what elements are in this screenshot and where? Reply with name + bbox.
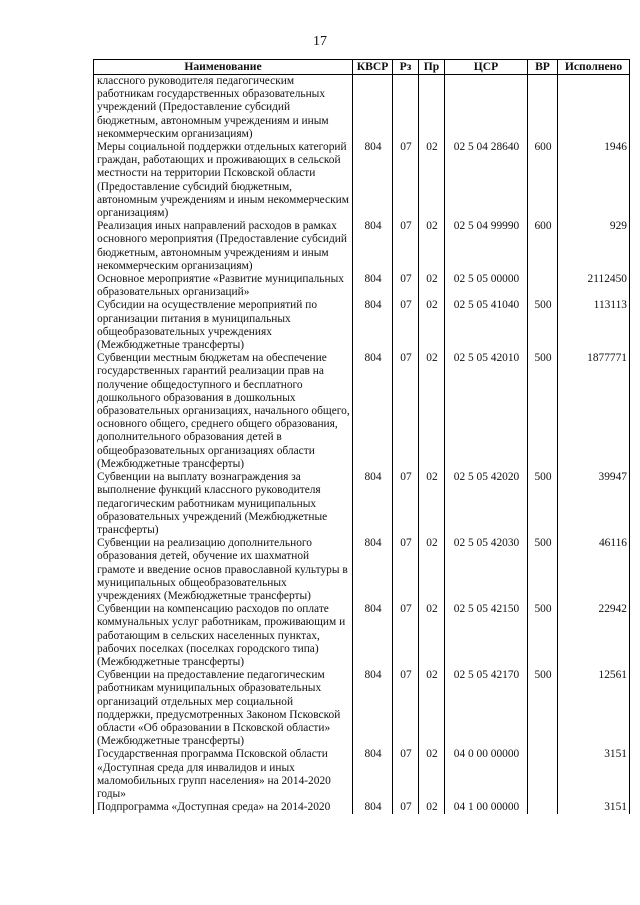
row-pr: 02	[419, 273, 445, 299]
table-row	[94, 748, 630, 801]
header-csr: ЦСР	[445, 60, 528, 75]
row-kvsr	[353, 75, 393, 142]
table-row	[94, 801, 630, 814]
row-rz: 07	[393, 603, 419, 669]
table-row	[94, 352, 630, 471]
table-row	[94, 75, 630, 142]
row-csr	[445, 75, 528, 142]
row-rz	[393, 75, 419, 142]
row-csr: 02 5 04 99990	[445, 220, 528, 273]
table-row	[94, 220, 630, 273]
header-kvsr: КВСР	[353, 60, 393, 75]
row-rz: 07	[393, 141, 419, 220]
row-name: Субвенции на реализацию дополнительного образования детей, обучение их шахматной грамоте и введение основ православной культуры в муниципальных общеобразовательных учреждениях (Межбюджетные трансферты)	[94, 537, 353, 603]
row-rz: 07	[393, 220, 419, 273]
row-pr: 02	[419, 603, 445, 669]
table-header-row	[94, 60, 630, 75]
row-kvsr: 804	[353, 603, 393, 669]
row-csr: 02 5 05 42010	[445, 352, 528, 471]
table-row	[94, 273, 630, 299]
row-pr: 02	[419, 352, 445, 471]
row-vr	[528, 801, 558, 814]
row-pr: 02	[419, 801, 445, 814]
row-name: Субсидии на осуществление мероприятий по организации питания в муниципальных общеобразовательных учреждениях (Межбюджетные трансферты)	[94, 299, 353, 352]
row-kvsr: 804	[353, 141, 393, 220]
row-vr: 500	[528, 352, 558, 471]
table-row	[94, 669, 630, 748]
row-pr	[419, 75, 445, 142]
row-done: 929	[558, 220, 630, 273]
row-vr: 600	[528, 220, 558, 273]
row-done: 3151	[558, 801, 630, 814]
table-row	[94, 603, 630, 669]
row-name: Государственная программа Псковской области «Доступная среда для инвалидов и иных маломобильных групп населения» на 2014-2020 годы»	[94, 748, 353, 801]
row-rz: 07	[393, 537, 419, 603]
row-kvsr: 804	[353, 273, 393, 299]
page-number: 17	[313, 34, 327, 49]
row-name: Субвенции местным бюджетам на обеспечение государственных гарантий реализации прав на получение общедоступного и бесплатного дошкольного образования в дошкольных образовательных организациях, начального общего, основного общего, среднего общего образования, дополнительного образования детей в общеобразовательных организациях области (Межбюджетные трансферты)	[94, 352, 353, 471]
row-rz: 07	[393, 669, 419, 748]
table-row	[94, 537, 630, 603]
row-kvsr: 804	[353, 669, 393, 748]
row-pr: 02	[419, 537, 445, 603]
row-done	[558, 75, 630, 142]
row-pr: 02	[419, 141, 445, 220]
row-pr: 02	[419, 669, 445, 748]
row-done: 1877771	[558, 352, 630, 471]
header-name: Наименование	[94, 60, 353, 75]
row-name: Меры социальной поддержки отдельных категорий граждан, работающих и проживающих в сельской местности на территории Псковской области (Предоставление субсидий бюджетным, автономным учреждениям и иным некоммерческим организациям)	[94, 141, 353, 220]
header-rz: Рз	[393, 60, 419, 75]
row-pr: 02	[419, 748, 445, 801]
row-csr: 02 5 05 42030	[445, 537, 528, 603]
row-kvsr: 804	[353, 748, 393, 801]
table-row	[94, 299, 630, 352]
row-kvsr: 804	[353, 801, 393, 814]
row-name: Реализация иных направлений расходов в рамках основного мероприятия (Предоставление субсидий бюджетным, автономным учреждениям и иным некоммерческим организациям)	[94, 220, 353, 273]
row-kvsr: 804	[353, 471, 393, 537]
row-name: Субвенции на предоставление педагогическим работникам муниципальных образовательных организаций отдельных мер социальной поддержки, предусмотренных Законом Псковской области «Об образовании в Псковской области» (Межбюджетные трансферты)	[94, 669, 353, 748]
row-vr: 500	[528, 299, 558, 352]
row-csr: 04 0 00 00000	[445, 748, 528, 801]
row-done: 1946	[558, 141, 630, 220]
row-name: Основное мероприятие «Развитие муниципальных образовательных организаций»	[94, 273, 353, 299]
row-csr: 02 5 04 28640	[445, 141, 528, 220]
row-vr: 500	[528, 669, 558, 748]
row-name: классного руководителя педагогическим работникам государственных образовательных учреждений (Предоставление субсидий бюджетным, автономным учреждениям и иным некоммерческим организациям)	[94, 75, 353, 142]
row-rz: 07	[393, 471, 419, 537]
header-vr: ВР	[528, 60, 558, 75]
row-vr	[528, 748, 558, 801]
budget-table	[93, 59, 630, 814]
row-csr: 02 5 05 42020	[445, 471, 528, 537]
row-vr	[528, 75, 558, 142]
row-vr	[528, 273, 558, 299]
row-kvsr: 804	[353, 352, 393, 471]
row-vr: 600	[528, 141, 558, 220]
row-done: 113113	[558, 299, 630, 352]
row-kvsr: 804	[353, 220, 393, 273]
row-name: Подпрограмма «Доступная среда» на 2014-2020	[94, 801, 353, 814]
header-done: Исполнено	[558, 60, 630, 75]
row-csr: 02 5 05 00000	[445, 273, 528, 299]
row-vr: 500	[528, 471, 558, 537]
row-kvsr: 804	[353, 299, 393, 352]
row-done: 3151	[558, 748, 630, 801]
header-pr: Пр	[419, 60, 445, 75]
row-rz: 07	[393, 748, 419, 801]
row-rz: 07	[393, 299, 419, 352]
table-row	[94, 141, 630, 220]
row-done: 22942	[558, 603, 630, 669]
row-csr: 04 1 00 00000	[445, 801, 528, 814]
row-csr: 02 5 05 42150	[445, 603, 528, 669]
row-rz: 07	[393, 273, 419, 299]
row-done: 39947	[558, 471, 630, 537]
row-rz: 07	[393, 801, 419, 814]
row-csr: 02 5 05 42170	[445, 669, 528, 748]
row-kvsr: 804	[353, 537, 393, 603]
row-name: Субвенции на компенсацию расходов по оплате коммунальных услуг работникам, проживающим и работающим в сельских населенных пунктах, рабочих поселках (поселках городского типа) (Межбюджетные трансферты)	[94, 603, 353, 669]
row-pr: 02	[419, 220, 445, 273]
row-done: 12561	[558, 669, 630, 748]
row-rz: 07	[393, 352, 419, 471]
row-name: Субвенции на выплату вознаграждения за выполнение функций классного руководителя педагогическим работникам муниципальных образовательных учреждений (Межбюджетные трансферты)	[94, 471, 353, 537]
row-done: 2112450	[558, 273, 630, 299]
row-pr: 02	[419, 299, 445, 352]
row-csr: 02 5 05 41040	[445, 299, 528, 352]
row-vr: 500	[528, 603, 558, 669]
row-pr: 02	[419, 471, 445, 537]
table-row	[94, 471, 630, 537]
row-vr: 500	[528, 537, 558, 603]
row-done: 46116	[558, 537, 630, 603]
